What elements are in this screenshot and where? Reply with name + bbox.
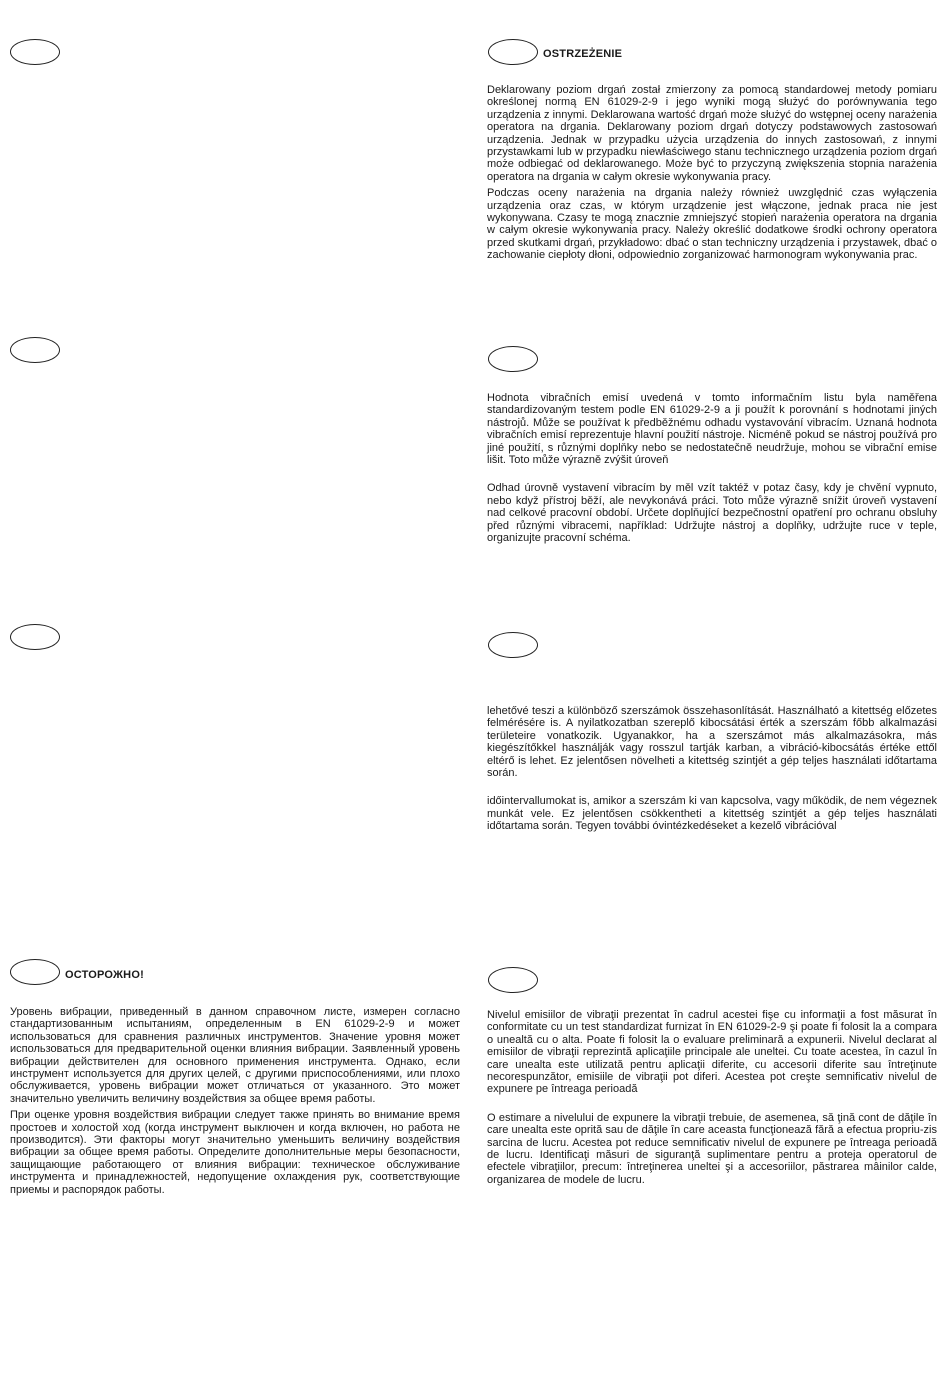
section-text-ru: [10, 1006, 460, 1196]
language-badge-oval: [488, 346, 538, 372]
language-badge-oval: [488, 967, 538, 993]
paragraph: Deklarowany poziom drgań został zmierzony za pomocą standardowej metody pomiaru określonej normą EN 61029-2-9 i jego wyniki mogą służyć do porównywania tego urządzenia z innymi. Deklarowana wartość drgań może służyć do wstępnej oceny narażenia operatora na drgania. Deklarowany poziom drgań dotyczy podstawowych zastosowań urządzenia. Jednak w przypadku użycia urządzenia do innych zastosowań, z innymi przystawkami lub w przypadku niewłaściwego stanu technicznego urządzenia poziom drgań może odbiegać od deklarowanego. Może być to przyczyną zwiększenia stopnia narażenia operatora na drgania w całym okresie wykonywania pracy.: [487, 84, 937, 183]
language-badge-oval: [10, 39, 60, 65]
paragraph: Podczas oceny narażenia na drgania należy również uwzględnić czas wyłączenia urządzenia oraz czas, w którym urządzenie jest włączone, jednak praca nie jest wykonywana. Czasy te mogą znacznie zmniejszyć stopień narażenia operatora na drgania w całym okresie wykonywania pracy. Należy określić dodatkowe środki ochrony operatora przed skutkami drgań, przykładowo: dbać o stan techniczny urządzenia i przystawek, dbać o zachowanie ciepłoty dłoni, odpowiednio zorganizować harmonogram wykonywania prac.: [487, 187, 938, 262]
language-badge-oval: [488, 39, 538, 65]
section-title-ru: ОСТОРОЖНО!: [65, 969, 144, 981]
section-text-pl: [487, 84, 937, 262]
paragraph: Hodnota vibračních emisí uvedená v tomto informačním listu byla naměřena standardizovaným testem podle EN 61029-2-9 a ji použít k porovnání s hodnotami jiných nástrojů. Může se používat k předběžnému odhadu vystavování vibracím. Uznaná hodnota vibračních emisí reprezentuje hlavní použití nástroje. Nicméně pokud se nástroj používá pro jiné použití, s různými doplňky nebo se nedostatečně neudržuje, mohou se vibrační emise lišit. Toto může výrazně zvýšit úroveň: [487, 392, 937, 467]
language-badge-oval: [10, 959, 60, 985]
paragraph: O estimare a nivelului de expunere la vibraţii trebuie, de asemenea, să ţină cont de dăţile în care unealta este oprită sau de dăţile în care aceasta funcţionează fără a efectua propriu-zis sarcina de lucru. Acestea pot reduce semnificativ nivelul de expunere pe întreaga perioadă de lucru. Identificaţi măsuri de siguranţă suplimentare pentru a proteja operatorul de efectele vibraţiilor, precum: întreţinerea uneltei şi a accesoriilor, păstrarea mâinilor calde, organizarea de modele de lucru.: [487, 1111, 937, 1186]
paragraph: Nivelul emisiilor de vibraţii prezentat în cadrul acestei fişe cu informaţii a fost măsurat în conformitate cu un test standardizat furnizat în EN 61029-2-9 şi poate fi folosit la a compara o unealtă cu o alta. Poate fi folosit la o evaluare preliminară a expunerii. Nivelul declarat al emisiilor de vibraţii reprezintă aplicaţiile principale ale uneltei. Cu toate acestea, în cazul în care unealta este utilizată pentru aplicaţii diferite, cu accesorii diferite sau întreţinute necorespunzător, emisiile de vibraţii pot diferi. Acestea pot creşte semnificativ nivelul de expunere pe întreaga perioadă: [487, 1009, 937, 1096]
section-text-ro: [487, 1009, 937, 1186]
paragraph: lehetővé teszi a különböző szerszámok összehasonlítását. Használható a kitettség előzetes felmérésére is. A nyilatkozatban szereplő kibocsátási érték a szerszám főbb alkalmazási területeire vonatkozik. Ugyanakkor, ha a szerszámot más alkalmazásokra, más kiegészítőkkel használják vagy rosszul tartják karban, a vibráció-kibocsátás értéke ettől eltérő is lehet. Ez jelentősen növelheti a kitettség szintjét a gép teljes használati időtartama során.: [487, 705, 937, 780]
language-badge-oval: [10, 624, 60, 650]
section-title-pl: OSTRZEŻENIE: [543, 48, 623, 60]
paragraph: Odhad úrovně vystavení vibracím by měl vzít taktéž v potaz časy, kdy je chvění vypnuto, nebo když přístroj běží, ale nevykonává práci. Toto může výrazně snížit úroveň vystavení nad celkové pracovní období. Určete doplňující bezpečnostní opatření pro ochranu obsluhy před různými vibracemi, například: Udržujte nástroj a doplňky, udržujte ruce v teple, organizujte pracovní schéma.: [487, 482, 937, 545]
section-text-cz: [487, 392, 937, 544]
paragraph: При оценке уровня воздействия вибрации следует также принять во внимание время простоев и холостой ход (когда инструмент выключен и когда включен, но работа не производится). Эти факторы могут значительно уменьшить величину воздействия вибрации за общее время работы. Определите дополнительные меры безопасности, защищающие работающего от влияния вибрации: техническое обслуживание инструмента и принадлежностей, недопущение охлаждения рук, соответствующие приемы и распорядок работы.: [10, 1109, 460, 1196]
paragraph: Уровень вибрации, приведенный в данном справочном листе, измерен согласно стандартизованным испытаниям, определенным в EN 61029-2-9 и может использоваться для сравнения различных инструментов. Значение уровня может использоваться для предварительной оценки влияния вибрации. Заявленный уровень вибрации действителен для основного применения инструмента. Однако, если инструмент используется для других целей, с другими приспособлениями, или плохо обслуживается, уровень вибрации может отличаться от указанного. Это может значительно увеличить величину воздействия за общее время работы.: [10, 1006, 460, 1105]
language-badge-oval: [10, 337, 60, 363]
language-badge-oval: [488, 632, 538, 658]
paragraph: időintervallumokat is, amikor a szerszám ki van kapcsolva, vagy működik, de nem végeznek munkát vele. Ez jelentősen csökkentheti a kitettség szintjét a gép teljes használati időtartama során. Tegyen további óvintézkedéseket a kezelő vibrációval: [487, 795, 937, 833]
section-text-hu: [487, 705, 937, 833]
